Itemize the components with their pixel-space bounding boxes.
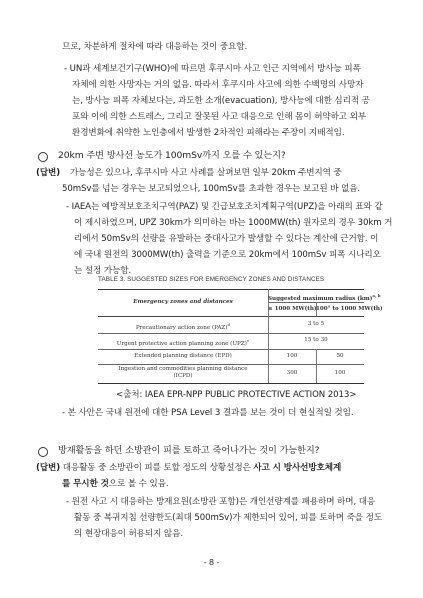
answer-1-label: (답변)	[36, 168, 61, 178]
para-top-line-4: 포와 이에 의한 스트레스, 그리고 잘못된 사고 대응으로 인해 몸이 허약하고 외부	[72, 112, 367, 122]
answer-1-note: - 본 사안은 국내 원전에 대한 PSA Level 3 결과를 보는 것이 더 현실적일 것임.	[62, 408, 354, 418]
table-row-label-cont: (ICPD)	[173, 373, 193, 379]
para-top-line-0: 므로, 차분하게 절차에 따라 대응하는 것이 중요함.	[62, 42, 248, 52]
answer-1-line-0: 가능성은 있으나, 후쿠시마 사고 사례를 살펴보면 일부 20km 주변지역 중	[70, 168, 342, 178]
table-row-value: 3 to 5	[307, 321, 325, 327]
question-1: 20km 주변 방사선 농도가 100mSv까지 오를 수 있는지?	[58, 150, 286, 161]
para-top-line-5: 환경변화에 취약한 노인층에서 발생한 2차적인 피해라는 주장이 지배적임.	[72, 128, 345, 138]
table-title: TABLE 3. SUGGESTED SIZES FOR EMERGENCY ZONES AND DISTANCES	[98, 276, 325, 283]
answer-2-line-1: 를 무시한 것으로 볼 수 있음.	[62, 479, 169, 489]
para-top-line-2: 자체에 의한 사망자는 거의 없음. 따라서 후쿠시마 사고에 의한 수백명의 사망자	[72, 80, 364, 90]
question-bullet-icon	[38, 152, 48, 162]
table-row-value: 50	[336, 353, 344, 359]
table-row-label: Precautionary action zone (PAZ)$^d$	[135, 322, 231, 331]
answer-1-bullet-line-0: - IAEA는 예방적보호조치구역(PAZ) 및 긴급보호조치계획구역(UPZ)을 아래의 표와 같	[66, 202, 383, 212]
answer-1-bullet-line-4: 는 설정 가능함.	[74, 266, 132, 276]
para-top-line-1: - UN과 세계보건기구(WHO)에 따르면 후쿠시마 사고 인근 지역에서 방사능 피폭	[64, 64, 361, 74]
table-header-col-1: ≥ 1000 MW(th)	[268, 306, 317, 312]
table-header-radius: Suggested maximum radius (km)$^{a, b}$	[268, 293, 381, 302]
answer-2-bullet-line-1: 활동 중 복귀지침 선량한도(최대 500mSv)가 제한되어 있어, 피를 토하며 죽을 정도	[74, 513, 383, 523]
question-2: 방재활동을 하던 소방관이 피를 토하고 죽어나가는 것이 가능한지?	[58, 445, 320, 456]
table-source: <출처: IAEA EPR-NPP PUBLIC PROTECTIVE ACTION 2013>	[116, 390, 357, 400]
answer-2-bullet-line-0: - 원전 사고 시 대응하는 방재요원(소방관 포함)은 개인선량계를 패용하며 하며, 대응	[66, 497, 376, 507]
question-bullet-icon	[38, 447, 48, 457]
para-top-line-3: 는, 방사능 피폭 자체보다는, 과도한 소개(evacuation), 방사능에 대한 심리적 공	[72, 96, 370, 106]
answer-2-line-0: (답변) 대응활동 중 소방관이 피를 토할 정도의 상황설정은 사고 시 방사선방호체계	[36, 463, 342, 473]
table-header-zone: Emergency zones and distances	[133, 299, 233, 305]
page-number: - 8 -	[203, 558, 220, 567]
answer-1-bullet-line-2: 리에서 50mSv의 선량을 유발하는 중대사고가 발생할 수 있다는 계산에 근거함. 이	[74, 234, 379, 244]
table-row-value: 100	[334, 370, 346, 376]
answer-1-line-1: 50mSv를 넘는 경우는 보고되었으나, 100mSv를 초과한 경우는 보고된 바 없음.	[62, 184, 361, 194]
table-row-label: Ingestion and commodities planning distance	[118, 366, 248, 372]
table-row-value: 100	[286, 353, 298, 359]
table-row-value: 15 to 30	[304, 337, 328, 343]
table-row-value: 300	[286, 370, 298, 376]
answer-1-bullet-line-1: 이 제시하였으며, UPZ 30km가 의미하는 바는 1000MW(th) 원자로의 경우 30km 거	[74, 218, 393, 228]
table-header-col-2: 100° to 1000 MW(th)	[316, 306, 383, 312]
answer-2-bullet-line-2: 의 현장대응이 허용되지 않음.	[74, 529, 183, 539]
table-row-label: Extended planning distance (EPD)	[134, 353, 232, 359]
answer-1-bullet-line-3: 에 국내 원전의 3000MW(th) 출력을 기준으로 20km에서 100mSv 피폭 시나리오	[74, 250, 381, 260]
table-row-label: Urgent protective action planning zone (UPZ)$^e$	[116, 338, 250, 347]
